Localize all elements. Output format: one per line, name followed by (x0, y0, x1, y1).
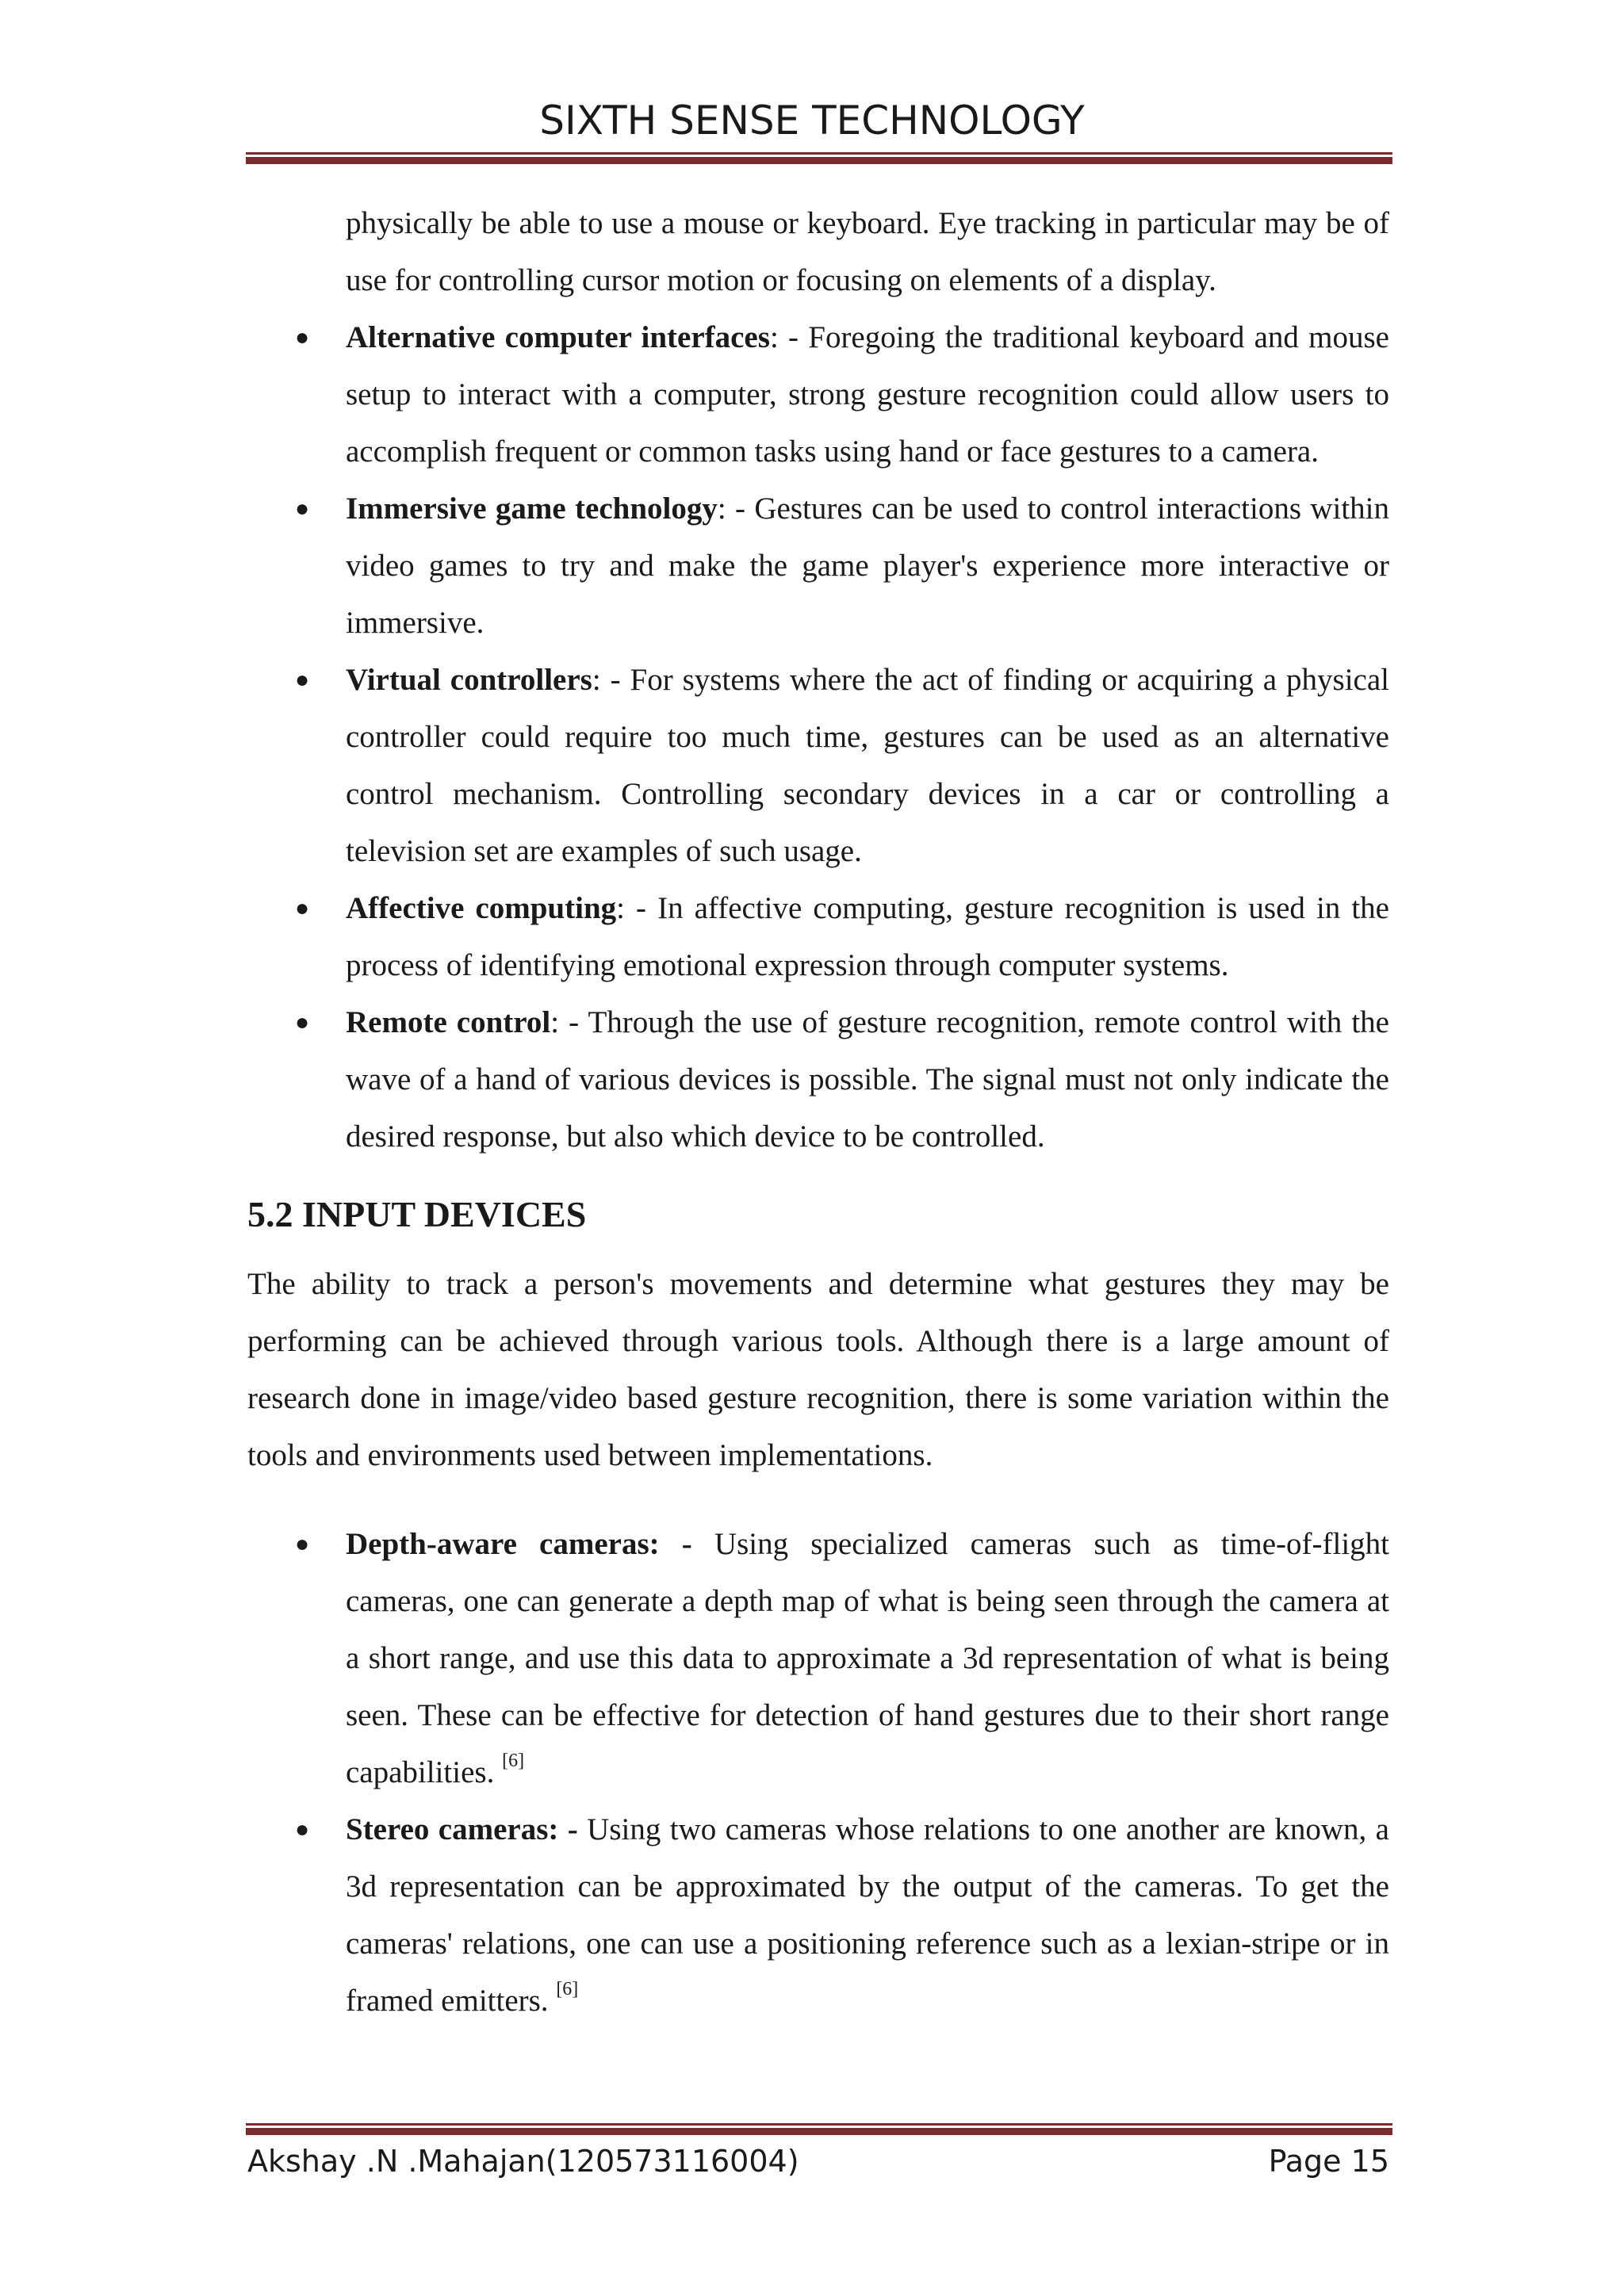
bullet-icon: ● (295, 1009, 310, 1035)
list-item-term: Remote control (346, 1005, 551, 1039)
input-devices-list (247, 1516, 1389, 2030)
list-item (247, 1516, 1389, 1801)
list-item-text: : - Gestures can be used to control interactions within video games to try and make the game player's experience more interactive or immersive. (346, 492, 1389, 640)
list-item-term: Stereo cameras: - (346, 1812, 578, 1846)
bullet-icon: ● (295, 324, 310, 350)
list-item-term: Immersive game technology (346, 492, 718, 526)
bullet-icon: ● (295, 1816, 310, 1843)
list-item-text: : - In affective computing, gesture recognition is used in the process of identifying emotional expression through computer systems. (346, 891, 1389, 982)
footer-rule (246, 2123, 1392, 2135)
section-heading: 5.2 INPUT DEVICES (247, 1194, 587, 1234)
applications-list (247, 309, 1389, 1165)
bullet-icon: ● (295, 667, 310, 693)
bullet-icon: ● (295, 895, 310, 921)
section-paragraph: The ability to track a person's movements and determine what gestures they may be performing can be achieved through various tools. Although there is a large amount of research done in image/video based gesture recognition, there is some variation within the tools and environments used between implementations. (247, 1267, 1389, 1472)
page-body (247, 195, 1389, 2030)
bullet-icon: ● (295, 1531, 310, 1557)
list-item (247, 1801, 1389, 2030)
list-item (247, 994, 1389, 1165)
list-item-text: : - For systems where the act of finding or acquiring a physical controller could require too much time, gestures can be used as an alternative control mechanism. Controlling secondary devices in a car or controlling a television set are examples of such usage. (346, 663, 1389, 868)
header-title: SIXTH SENSE TECHNOLOGY (539, 98, 1085, 144)
list-item (247, 480, 1389, 652)
list-item-text: : - Through the use of gesture recognition, remote control with the wave of a hand of various devices is possible. The signal must not only indicate the desired response, but also which device to be controlled. (346, 1005, 1389, 1154)
list-item-text: Using specialized cameras such as time-of-flight cameras, one can generate a depth map of what is being seen through the camera at a short range, and use this data to approximate a 3d representation of what is being seen. These can be effective for detection of hand gestures due to their short range capabilities. (346, 1527, 1389, 1789)
footer-author: Akshay .N .Mahajan(120573116004) (247, 2144, 799, 2179)
footer-page-number: Page 15 (1268, 2144, 1389, 2179)
list-item-text: Using two cameras whose relations to one another are known, a 3d representation can be approximated by the output of the cameras. To get the cameras' relations, one can use a positioning reference such as a lexian-stripe or in framed emitters. (346, 1812, 1389, 2018)
list-item (247, 652, 1389, 880)
list-item-term: Affective computing (346, 891, 617, 925)
list-item-text: : - Foregoing the traditional keyboard and mouse setup to interact with a computer, strong gesture recognition could allow users to accomplish frequent or common tasks using hand or face gestures to a camera. (346, 320, 1389, 469)
list-item (247, 880, 1389, 994)
list-item (247, 309, 1389, 480)
list-item-term: Alternative computer interfaces (346, 320, 770, 354)
citation: [6] (502, 1751, 525, 1771)
header-rule (246, 152, 1392, 164)
list-item-term: Depth-aware cameras: - (346, 1527, 692, 1561)
bullet-icon: ● (295, 496, 310, 522)
citation: [6] (556, 1979, 579, 1999)
list-item-term: Virtual controllers (346, 663, 592, 697)
intro-continuation: physically be able to use a mouse or keyboard. Eye tracking in particular may be of use for controlling cursor motion or focusing on elements of a display. (346, 206, 1389, 297)
